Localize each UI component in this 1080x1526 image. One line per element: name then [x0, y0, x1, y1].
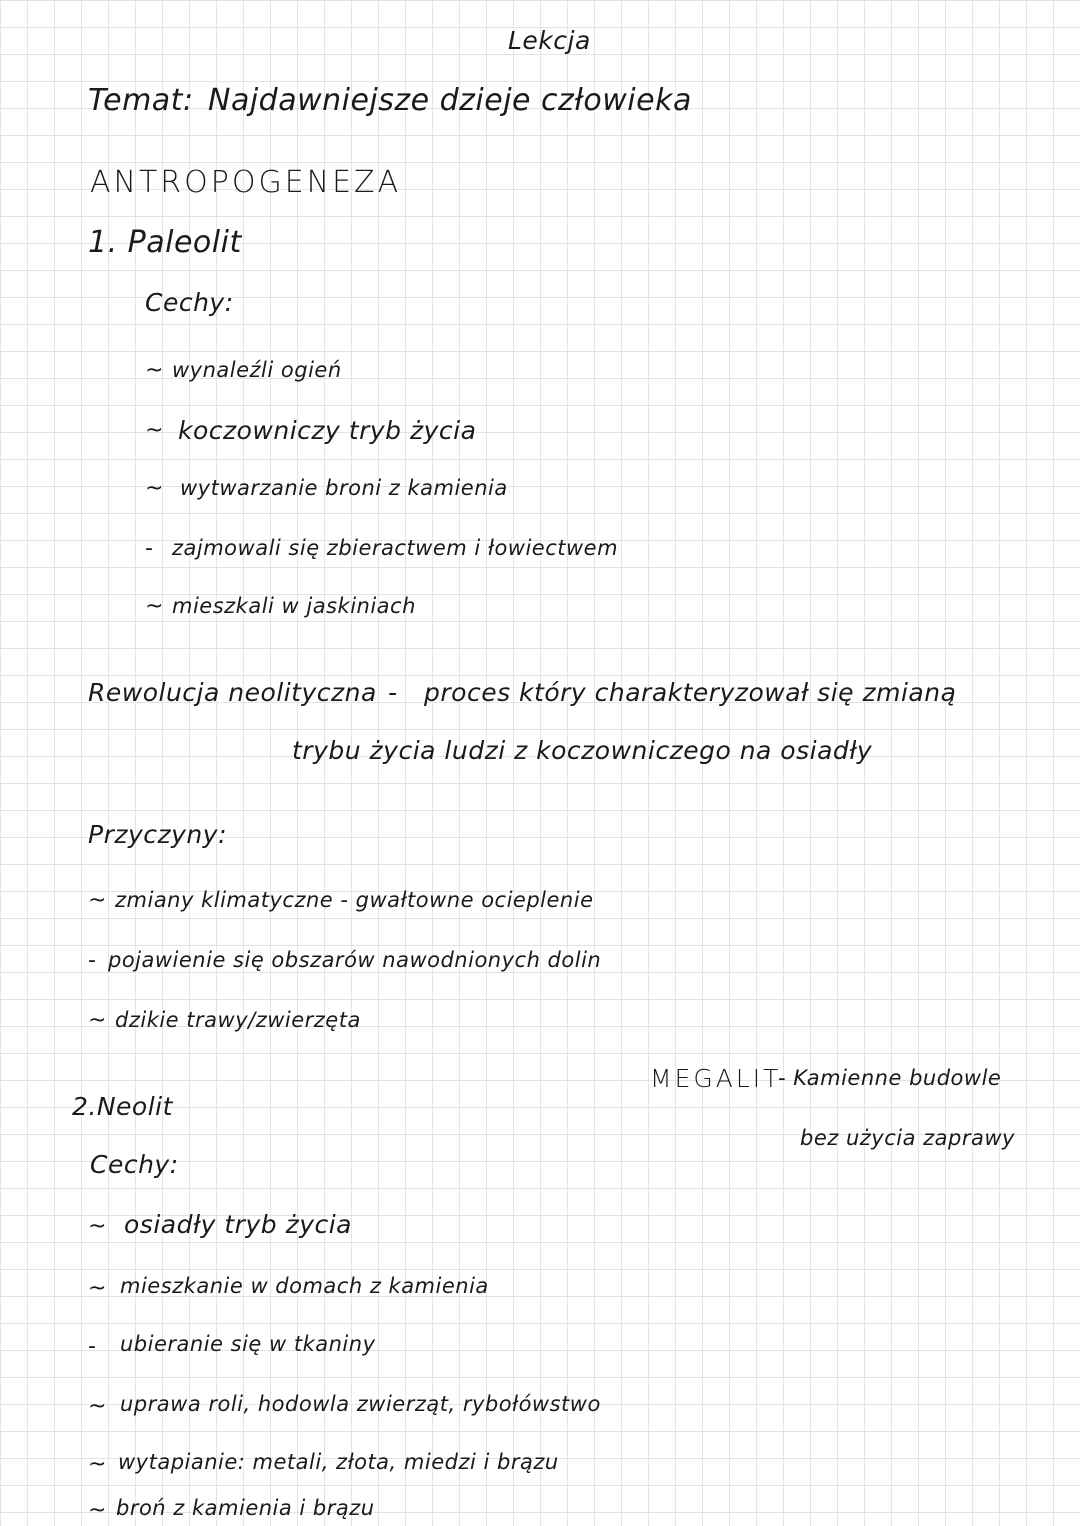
megalit-definition-line2: bez użycia zaprawy [800, 1126, 1015, 1150]
paleolit-features-label: Cechy: [145, 288, 234, 317]
topic-title: Najdawniejsze dzieje człowieka [208, 83, 692, 118]
causes-label: Przyczyny: [88, 820, 227, 849]
bullet-dash: - [145, 536, 153, 561]
bullet-tilde: ~ [145, 476, 164, 501]
lesson-label: Lekcja [508, 26, 591, 55]
neolit-item: osiadły tryb życia [124, 1210, 352, 1239]
bullet-tilde: ~ [145, 418, 164, 443]
neolit-item: ubieranie się w tkaniny [120, 1332, 376, 1356]
cause-item: pojawienie się obszarów nawodnionych dolin [108, 948, 602, 972]
neolit-title: 2.Neolit [72, 1092, 173, 1121]
paleolit-item: wynaleźli ogień [172, 358, 342, 382]
bullet-dash: - [88, 948, 96, 973]
revolution-definition-line2: trybu życia ludzi z koczowniczego na osiadły [292, 736, 873, 765]
bullet-tilde: ~ [88, 1214, 107, 1239]
paleolit-item: zajmowali się zbieractwem i łowiectwem [172, 536, 619, 560]
cause-item: dzikie trawy/zwierzęta [115, 1008, 361, 1032]
paleolit-item: koczowniczy tryb życia [178, 416, 477, 445]
bullet-tilde: ~ [88, 888, 107, 913]
megalit-term: MEGALIT [650, 1064, 782, 1093]
bullet-tilde: ~ [145, 358, 164, 383]
paleolit-item: wytwarzanie broni z kamienia [180, 476, 508, 500]
neolit-item: broń z kamienia i brązu [116, 1496, 375, 1520]
bullet-tilde: ~ [88, 1452, 107, 1477]
neolit-item: mieszkanie w domach z kamienia [120, 1274, 489, 1298]
section-heading: ANTROPOGENEZA [90, 165, 402, 200]
paleolit-title: 1. Paleolit [88, 225, 242, 260]
revolution-dash: - [388, 678, 398, 707]
paleolit-item: mieszkali w jaskiniach [172, 594, 416, 618]
bullet-tilde: ~ [88, 1276, 107, 1301]
revolution-term: Rewolucja neolityczna [88, 678, 377, 707]
megalit-definition-line1: - Kamienne budowle [778, 1066, 1002, 1090]
bullet-tilde: ~ [88, 1008, 107, 1033]
neolit-features-label: Cechy: [90, 1150, 179, 1179]
bullet-tilde: ~ [145, 594, 164, 619]
bullet-tilde: ~ [88, 1498, 107, 1523]
bullet-dash: - [88, 1334, 96, 1359]
bullet-tilde: ~ [88, 1394, 107, 1419]
topic-prefix: Temat: [88, 83, 194, 118]
revolution-definition-line1: proces który charakteryzował się zmianą [424, 678, 957, 707]
cause-item: zmiany klimatyczne - gwałtowne ocieplenie [115, 888, 594, 912]
neolit-item: uprawa roli, hodowla zwierząt, rybołówstwo [120, 1392, 601, 1416]
neolit-item: wytapianie: metali, złota, miedzi i brązu [118, 1450, 559, 1474]
